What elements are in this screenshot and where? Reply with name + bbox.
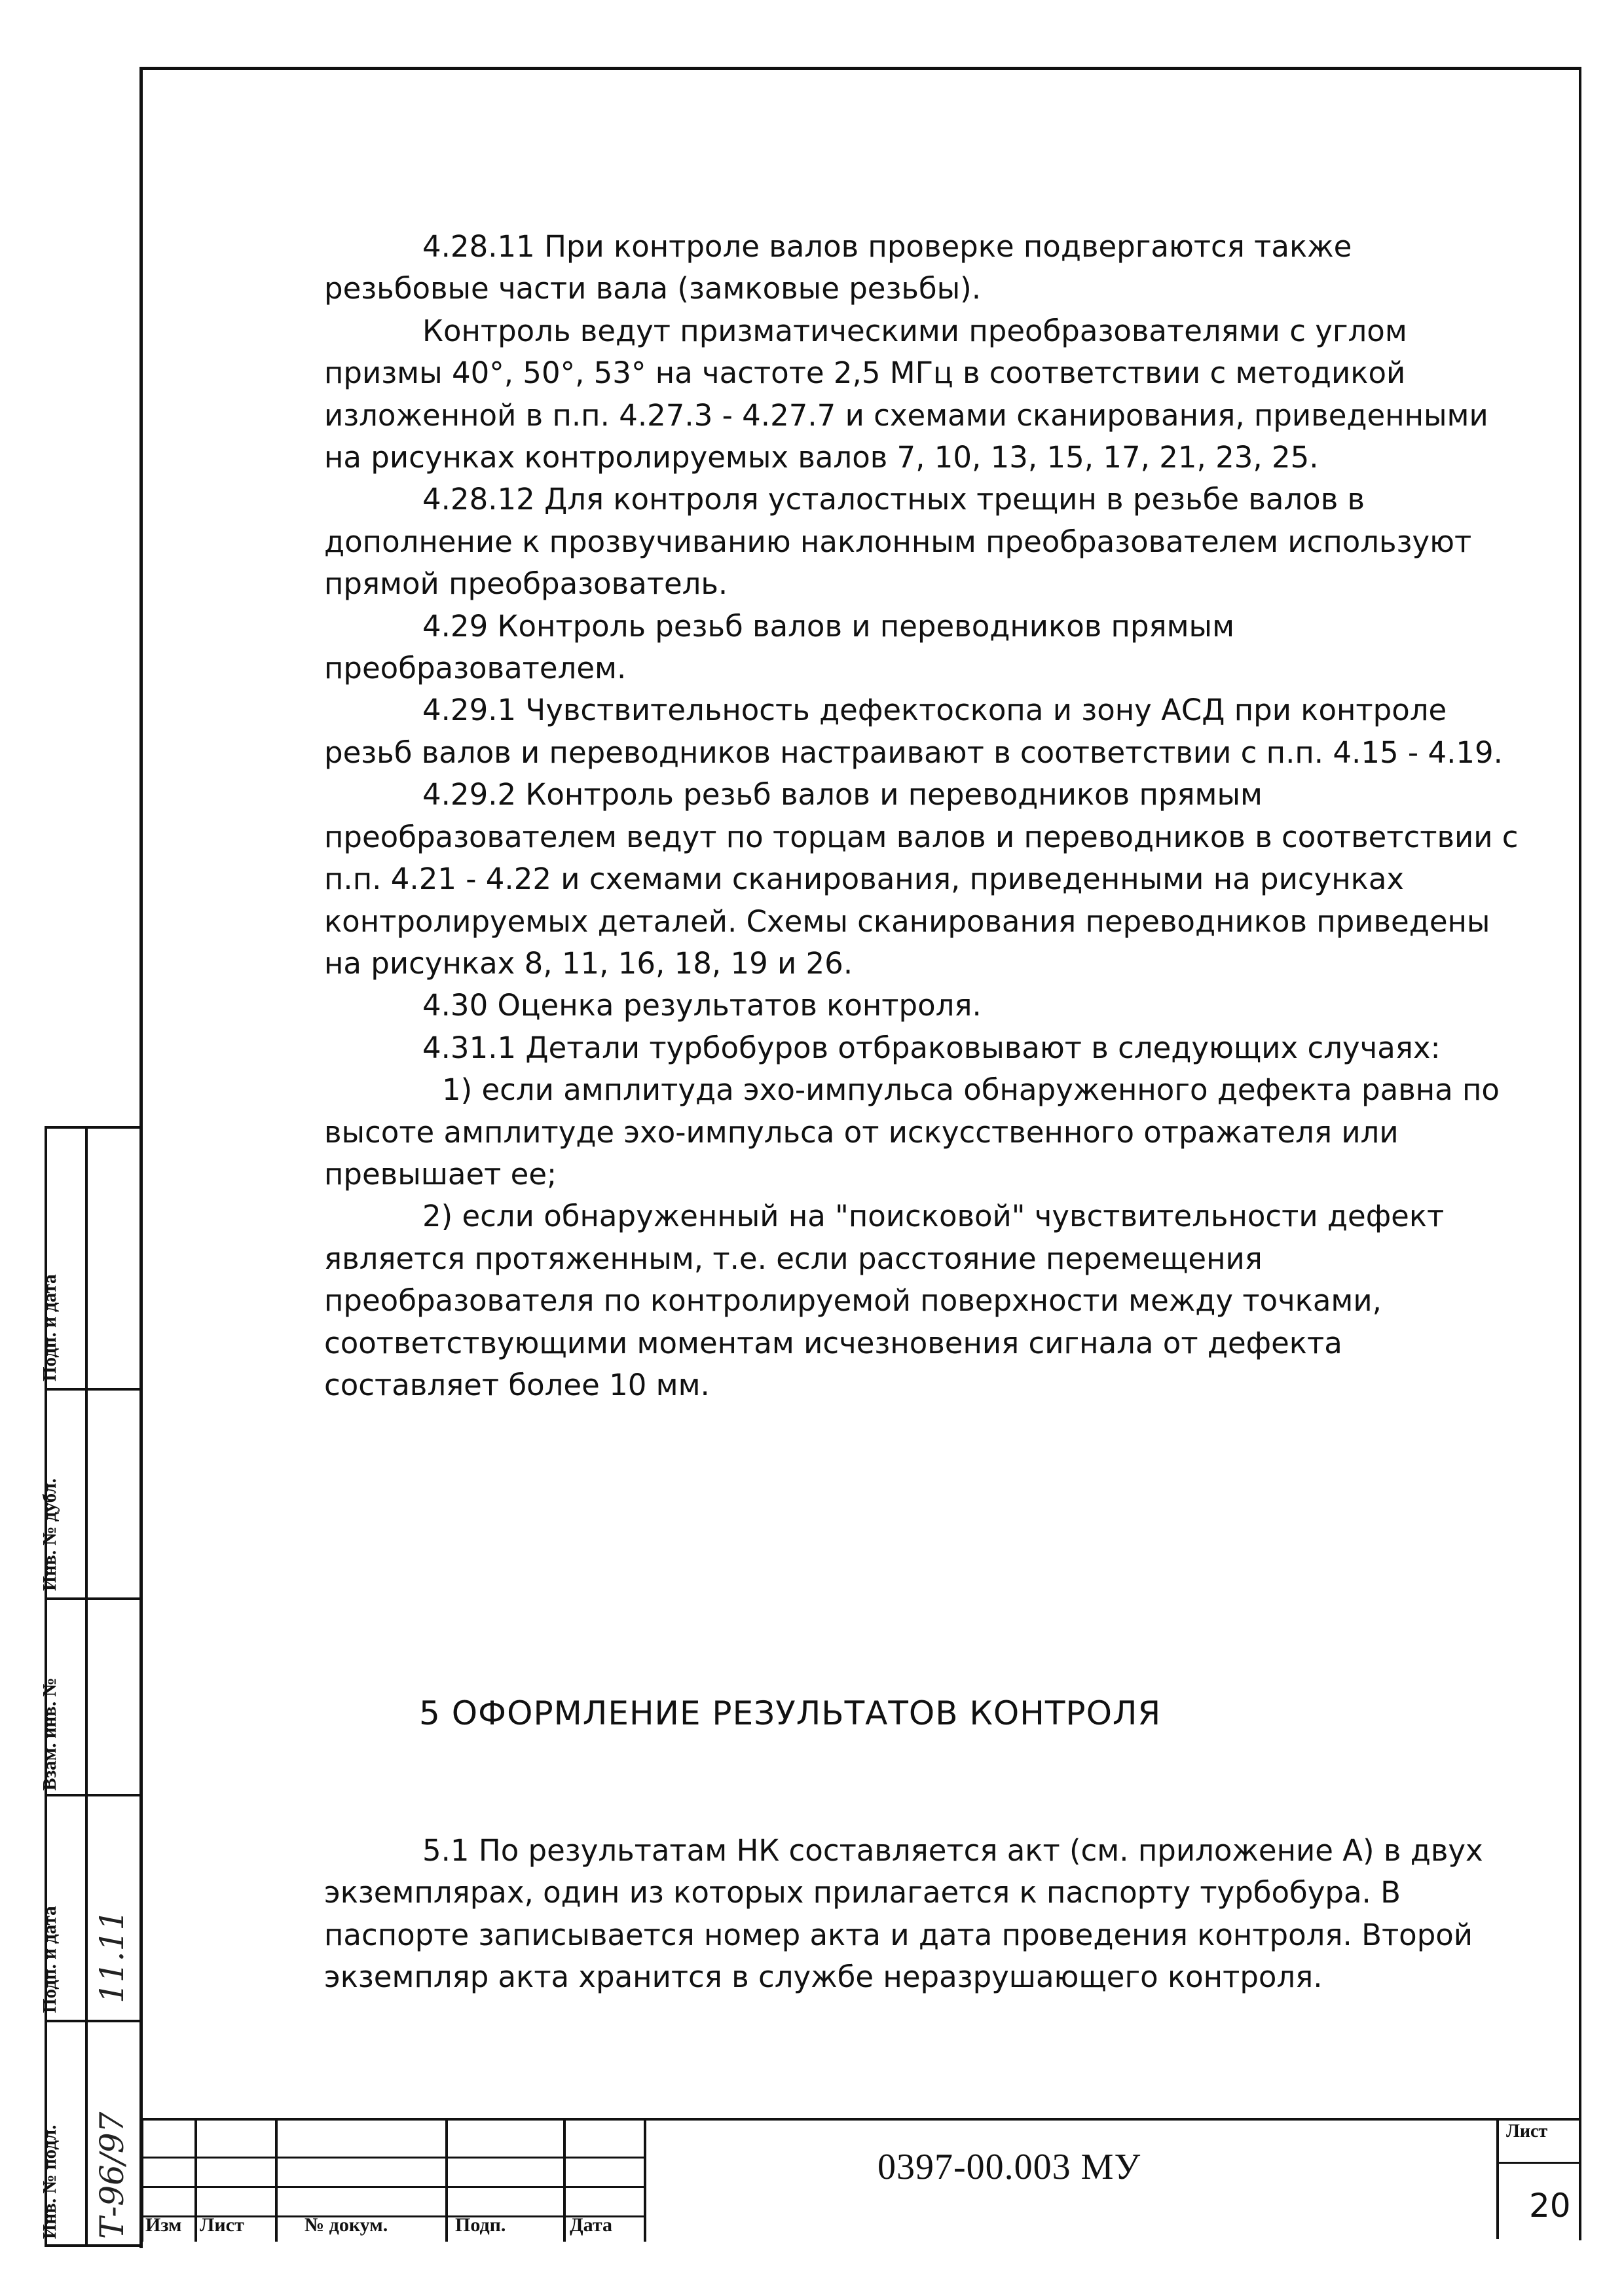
section-heading: 5 ОФОРМЛЕНИЕ РЕЗУЛЬТАТОВ КОНТРОЛЯ <box>419 1694 1162 1732</box>
sidebar-label: Подп. и дата <box>39 1274 60 1381</box>
sidebar-label: Взам. инв. № <box>39 1677 60 1791</box>
sheet-label: Лист <box>1506 2121 1548 2141</box>
paragraph: 4.31.1 Детали турбобуров отбраковывают в следующих случаях: <box>422 1030 1441 1065</box>
sheet-number: 20 <box>1529 2187 1571 2225</box>
section-paragraph <box>324 1830 1522 1999</box>
paragraph: 4.29.2 Контроль резьб валов и переводников прямым преобразователем ведут по торцам валов и переводников в соответствии с п.п. 4.21 - 4.22 и схемами сканирования, приведенными на рисунках контролируемых деталей. Схемы сканирования переводников приведены на рисунках 8, 11, 16, 18, 19 и 26. <box>324 777 1519 981</box>
sidebar-label: Инв. № подл. <box>39 2124 60 2239</box>
paragraph: 4.30 Оценка результатов контроля. <box>422 988 982 1023</box>
paragraph: 4.29 Контроль резьб валов и переводников прямым преобразователем. <box>324 608 1235 686</box>
title-block-label: Дата <box>570 2214 612 2236</box>
paragraph: 2) если обнаруженный на "поисковой" чувствительности дефект является протяженным, т.е. если расстояние перемещения преобразователя по контролируемой поверхности между точками, соответствующими моментам исчезновения сигнала от дефекта составляет более 10 мм. <box>324 1199 1445 1402</box>
title-block-label: Изм <box>145 2214 182 2236</box>
title-block-label: Подп. <box>455 2214 506 2236</box>
sheet-box-divider <box>1496 2162 1581 2164</box>
paragraph: 5.1 По результатам НК составляется акт (см. приложение А) в двух экземплярах, один из которых прилагается к паспорту турбобура. В паспорте записывается номер акта и дата проведения контроля. Второй экземпляр акта хранится в службе неразрушающего контроля. <box>324 1833 1483 1995</box>
document-number: 0397-00.003 МУ <box>877 2147 1141 2187</box>
body-text <box>324 226 1522 1406</box>
paragraph: Контроль ведут призматическими преобразователями с углом призмы 40°, 50°, 53° на частоте 2,5 МГц в соответствии с методикой изложенной в п.п. 4.27.3 - 4.27.7 и схемами сканирования, приведенными на рисунках контролируемых валов 7, 10, 13, 15, 17, 21, 23, 25. <box>324 313 1488 475</box>
sidebar-label: Подп. и дата <box>39 1906 60 2013</box>
sidebar-label: Инв. № дубл. <box>39 1478 60 1591</box>
paragraph: 1) если амплитуда эхо-импульса обнаруженного дефекта равна по высоте амплитуде эхо-импульса от искусственного отражателя или превышает ее; <box>324 1072 1500 1192</box>
handwritten-inventory: Т-96/97 <box>93 2111 131 2239</box>
title-block-label: Лист <box>200 2214 244 2236</box>
paragraph: 4.29.1 Чувствительность дефектоскопа и зону АСД при контроле резьб валов и переводников настраивают в соответствии с п.п. 4.15 - 4.19. <box>324 693 1503 770</box>
paragraph: 4.28.11 При контроле валов проверке подвергаются также резьбовые части вала (замковые резьбы). <box>324 229 1352 306</box>
handwritten-date: 11.11 <box>93 1909 131 2003</box>
title-block-label: № докум. <box>304 2214 388 2236</box>
paragraph: 4.28.12 Для контроля усталостных трещин в резьбе валов в дополнение к прозвучиванию наклонным преобразователем используют прямой преобразователь. <box>324 482 1472 602</box>
sidebar-divider <box>85 1126 88 2247</box>
